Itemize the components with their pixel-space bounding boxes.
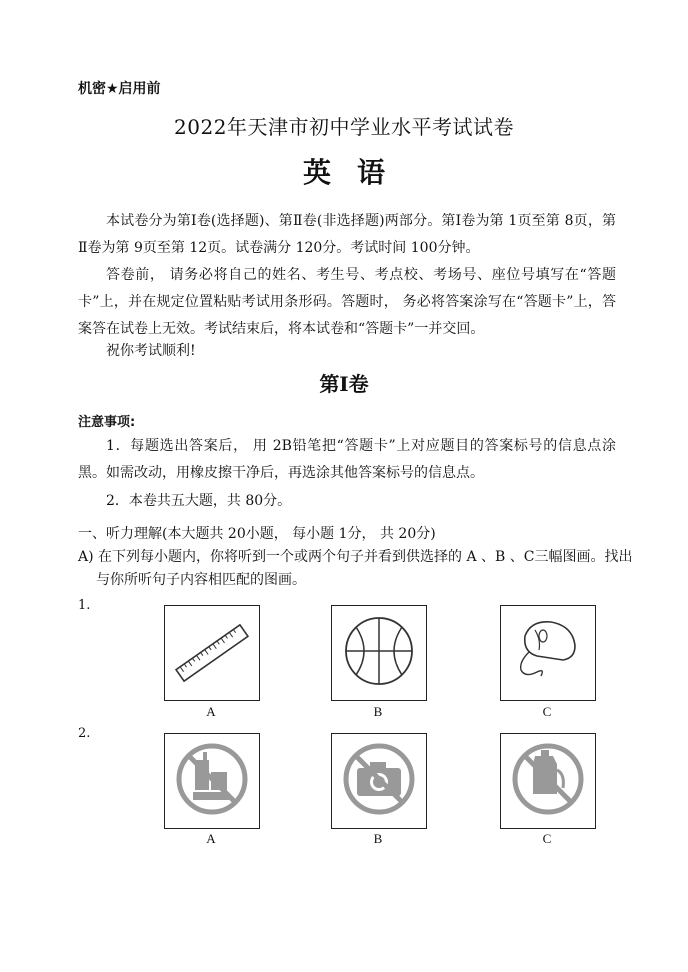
option-label: C bbox=[542, 831, 552, 846]
ruler-icon bbox=[165, 606, 259, 700]
question-number: 2. bbox=[78, 726, 91, 741]
subject-title: 英语 bbox=[302, 156, 411, 189]
good-luck-text: 祝你考试顺利! bbox=[106, 343, 196, 359]
confidential-mark: 机密★启用前 bbox=[78, 81, 161, 97]
option-label: C bbox=[542, 704, 552, 719]
option-label: B bbox=[373, 704, 383, 719]
option-label: A bbox=[206, 704, 216, 719]
option-label: B bbox=[373, 831, 383, 846]
option-image-2b bbox=[331, 733, 427, 829]
intro-paragraph-2: 答卷前， 请务必将自己的姓名、考生号、考点校、考场号、座位号填写在“答题卡”上，并在规定位置粘贴考试用条形码。答题时， 务必将答案涂写在“答题卡”上，答案答在试卷上无效。考试结束后，将本试卷和“答题卡”一并交回。 bbox=[78, 267, 616, 337]
basketball-icon bbox=[332, 606, 426, 700]
part-a-instructions: A) 在下列每小题内，你将听到一个或两个句子并看到供选择的 A 、B 、C三幅图画。找出与你所听句子内容相匹配的图画。 bbox=[78, 549, 633, 588]
no-camera-icon bbox=[332, 734, 426, 828]
option-image-1c bbox=[500, 605, 596, 701]
no-pouring-liquid-icon bbox=[501, 734, 595, 828]
option-image-2a bbox=[164, 733, 260, 829]
option-image-1a bbox=[164, 605, 260, 701]
exam-title: 2022年天津市初中学业水平考试试卷 bbox=[174, 115, 514, 139]
option-label: A bbox=[206, 831, 216, 846]
question-number: 1. bbox=[78, 598, 91, 613]
note-2: 2．本卷共五大题，共 80分。 bbox=[106, 493, 292, 509]
intro-paragraph-1: 本试卷分为第Ⅰ卷(选择题)、第Ⅱ卷(非选择题)两部分。第Ⅰ卷为第 1页至第 8页，第Ⅱ卷为第 9页至第 12页。试卷满分 120分。考试时间 100分钟。 bbox=[78, 213, 616, 256]
option-image-1b bbox=[331, 605, 427, 701]
computer-mouse-icon bbox=[501, 606, 595, 700]
volume-title: 第Ⅰ卷 bbox=[319, 372, 369, 396]
option-image-2c bbox=[500, 733, 596, 829]
no-food-drink-icon bbox=[165, 734, 259, 828]
note-1: 1．每题选出答案后， 用 2B铅笔把“答题卡”上对应题目的答案标号的信息点涂黑。如需改动，用橡皮擦干净后，再选涂其他答案标号的信息点。 bbox=[78, 438, 616, 481]
section-heading: 一、听力理解(本大题共 20小题， 每小题 1分， 共 20分) bbox=[78, 526, 436, 542]
notes-heading: 注意事项: bbox=[78, 415, 136, 430]
